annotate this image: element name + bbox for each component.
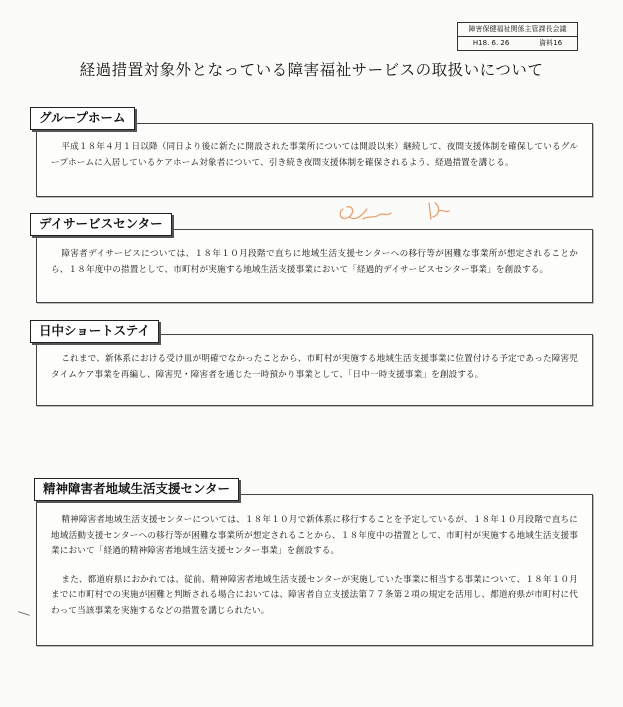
- handwritten-signature-icon: [335, 195, 470, 230]
- section-daytime-short-stay: [36, 334, 593, 406]
- section-heading: グループホーム: [30, 107, 135, 130]
- section-paragraph: 精神障害者地域生活支援センターについては、１８年１０月で新体系に移行することを予定しているが、１８年１０月段階で直ちに地域活動支援センターへの移行等が困難な事業所が想定されることから、１８年度中の措置として、市町村が実施する地域生活支援事業において「経過的精神障害者地域生活支援センター事業」を創設する。: [51, 515, 578, 556]
- document-number: 資料16: [539, 39, 563, 47]
- section-paragraph: 障害者デイサービスについては、１８年１０月段階で直ちに地域生活支援センターへの移行等が困難な事業所が想定されることから、１８年度中の措置として、市町村が実施する地域生活支援事業において「経過的デイサービスセンター事業」を創設する。: [51, 249, 578, 275]
- meeting-date: H18. 6. 26: [472, 39, 510, 47]
- section-heading: デイサービスセンター: [30, 213, 172, 236]
- section-mental-support-center: [36, 494, 593, 646]
- section-heading: 精神障害者地域生活支援センター: [34, 478, 239, 501]
- section-paragraph: また、都道府県におかれては、従前、精神障害者地域生活支援センターが実施していた事業に相当する事業について、１８年１０月までに市町村での実施が困難と判断される場合においては、障害者自立支援法第７７条第２項の規定を活用し、都道府県が市町村に代わって当該事業を実施するなどの措置を講じられたい。: [51, 574, 578, 616]
- page-title: 経過措置対象外となっている障害福祉サービスの取扱いについて: [79, 61, 544, 79]
- meeting-info-box: [457, 22, 578, 51]
- section-group-home: [36, 123, 593, 197]
- section-day-service-center: [36, 229, 593, 303]
- section-paragraph: これまで、新体系における受け皿が明確でなかったことから、市町村が実施する地域生活支援事業に位置付ける予定であった障害児タイムケア事業を再編し、障害児・障害者を通じた一時預かり事業として、「日中一時支援事業」を創設する。: [51, 354, 578, 380]
- section-heading: 日中ショートステイ: [30, 320, 159, 343]
- meeting-name: 障害保健福祉関係主管課長会議: [458, 23, 577, 37]
- stray-pen-mark: [18, 611, 30, 616]
- section-paragraph: 平成１８年４月１日以降（同日より後に新たに開設された事業所については開設以来）継続して、夜間支援体制を確保しているグループホームに入居しているケアホーム対象者について、引き続き夜間支援体制を確保されるよう、経過措置を講じる。: [51, 142, 578, 168]
